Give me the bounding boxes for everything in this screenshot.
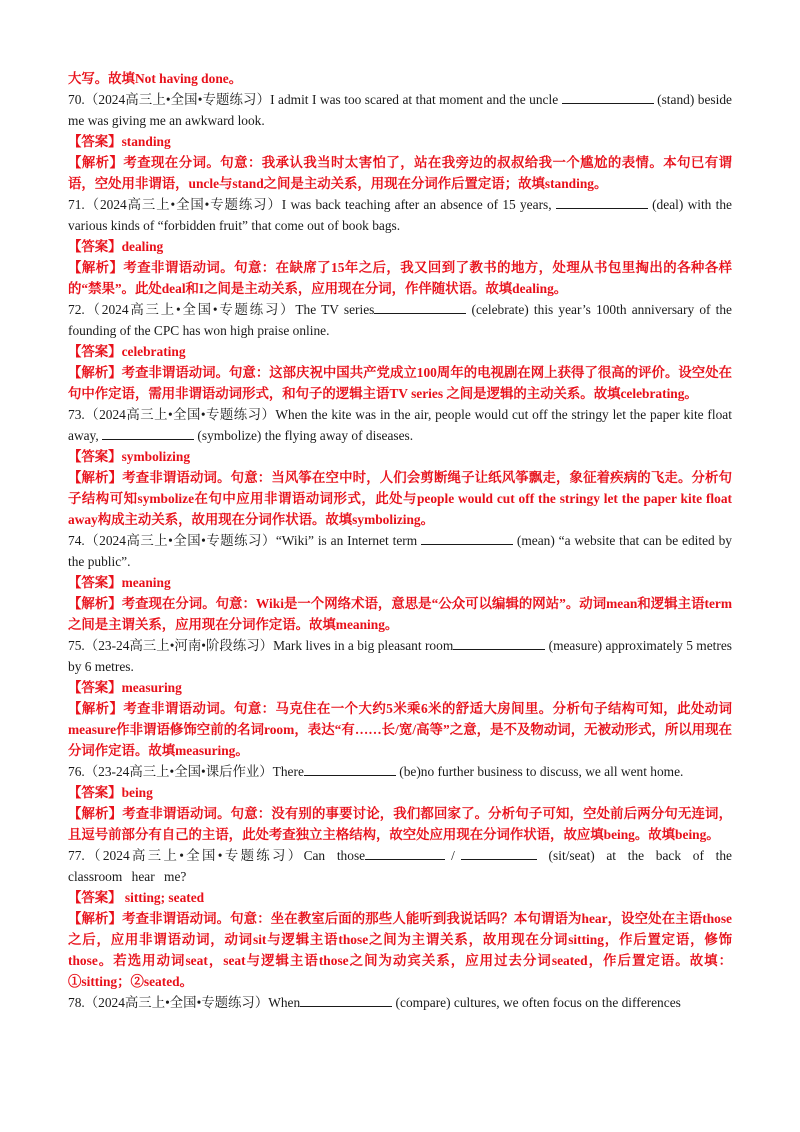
- question-stem: Mark lives in a big pleasant room: [273, 638, 454, 653]
- answer-blank[interactable]: [300, 992, 392, 1007]
- analysis-label: 【解析】: [68, 911, 123, 926]
- question-source: （2024高三上•全国•专题练习）: [84, 533, 276, 548]
- analysis-label: 【解析】: [68, 596, 122, 611]
- question-hint: (compare) cultures, we often focus on the differences: [392, 995, 681, 1010]
- question-source: （2024高三上•全国•专题练习）: [84, 407, 276, 422]
- question-number: 74.: [68, 533, 85, 548]
- question-text: [68, 845, 732, 887]
- question-stem: When the kite was in the air, people would cut off the stringy let the paper kite float away,: [68, 407, 732, 443]
- question-block: [68, 761, 732, 845]
- question-number: 77.: [68, 848, 85, 863]
- question-number: 78.: [68, 995, 85, 1010]
- question-block: [68, 845, 732, 992]
- answer-line: [68, 446, 732, 467]
- analysis-text: 考查非谓语动词。句意：当风筝在空中时，人们会剪断绳子让纸风筝飘走，象征着疾病的飞走。分析句子结构可知symbolize在句中应用非谓语动词形式，此处与people would cut off the stringy let the paper kite float away构成主动关系，故用现在分词作状语。故填symbolizing。: [68, 470, 732, 527]
- question-stem: I admit I was too scared at that moment and the uncle: [270, 92, 562, 107]
- question-number: 70.: [68, 92, 85, 107]
- question-source: （2024高三上•全国•专题练习）: [84, 302, 296, 317]
- question-stem: “Wiki” is an Internet term: [275, 533, 422, 548]
- answer-blank[interactable]: [453, 635, 545, 650]
- analysis-line: [68, 908, 732, 992]
- question-text: [68, 761, 732, 782]
- answer-value: measuring: [121, 680, 182, 695]
- question-hint: (be)no further business to discuss, we all went home.: [395, 764, 684, 779]
- analysis-line: [68, 152, 732, 194]
- answer-blank[interactable]: [374, 299, 466, 314]
- analysis-label: 【解析】: [68, 470, 123, 485]
- answer-label: 【答案】: [68, 134, 122, 149]
- question-block: [68, 404, 732, 530]
- analysis-text: 考查现在分词。句意：Wiki是一个网络术语，意思是“公众可以编辑的网站”。动词mean和逻辑主语term之间是主谓关系，应用现在分词作定语。故填meaning。: [68, 596, 732, 632]
- question-block: [68, 530, 732, 635]
- analysis-line: [68, 803, 732, 845]
- question-text: [68, 404, 732, 446]
- question-source: （2024高三上•全国•专题练习）: [84, 995, 269, 1010]
- question-number: 71.: [68, 197, 85, 212]
- answer-line: [68, 782, 732, 803]
- answer-label: 【答案】: [68, 575, 122, 590]
- question-stem: When: [268, 995, 301, 1010]
- answer-value: being: [121, 785, 153, 800]
- question-text: [68, 194, 732, 236]
- answer-value: symbolizing: [121, 449, 191, 464]
- answer-value: meaning: [121, 575, 171, 590]
- analysis-line: [68, 698, 732, 761]
- answer-value: celebrating: [121, 344, 186, 359]
- question-hint: (celebrate) this year’s 100th anniversary of the founding of the CPC has won high praise online.: [68, 302, 732, 338]
- question-text: [68, 530, 732, 572]
- question-hint: (mean) “a website that can be edited by the public”.: [68, 533, 732, 569]
- blank-separator: /: [451, 848, 455, 863]
- question-block: [68, 89, 732, 194]
- answer-blank[interactable]: [562, 89, 654, 104]
- answer-blank[interactable]: [421, 530, 513, 545]
- question-text: [68, 992, 732, 1013]
- question-number: 76.: [68, 764, 85, 779]
- answer-label: 【答案】: [68, 449, 122, 464]
- answer-blank-2[interactable]: [461, 845, 537, 860]
- analysis-text: 考查非谓语动词。句意：没有别的事要讨论，我们都回家了。分析句子可知，空处前后两分句无连词，且逗号前部分有自己的主语，此处考查独立主格结构，故空处应用现在分词作状语，故应填being。故填being。: [68, 806, 732, 842]
- answer-line: [68, 887, 732, 908]
- question-source: （23-24高三上•全国•课后作业）: [84, 764, 273, 779]
- answer-line: [68, 236, 732, 257]
- document-page: [68, 68, 732, 1013]
- analysis-label: 【解析】: [68, 365, 122, 380]
- question-text: [68, 635, 732, 677]
- question-number: 72.: [68, 302, 85, 317]
- answer-blank[interactable]: [556, 194, 648, 209]
- question-block: [68, 635, 732, 761]
- answer-blank[interactable]: [304, 761, 396, 776]
- analysis-text: 考查非谓语动词。句意：坐在教室后面的那些人能听到我说话吗？本句谓语为hear，设空处在主语those之后，应用非谓语动词，动词sit与逻辑主语those之间为主谓关系，故用现在分词sitting，作后置定语，修饰those。若选用动词seat，seat与逻辑主语those之间为动宾关系，应用过去分词seated，作后置定语。故填：①sitting；②seated。: [68, 911, 732, 989]
- analysis-label: 【解析】: [68, 260, 124, 275]
- intro-line: 大写。故填Not having done。: [68, 71, 243, 86]
- analysis-text: 考查非谓语动词。句意：马克住在一个大约5米乘6米的舒适大房间里。分析句子结构可知，此处动词measure作非谓语修饰空前的名词room，表达“有……长/宽/高等”之意，是不及物动词，无被动形式，所以用现在分词作定语。故填measuring。: [68, 701, 733, 758]
- question-hint: (measure) approximately 5 metres by 6 metres.: [68, 638, 732, 674]
- question-source: （2024高三上•全国•专题练习）: [84, 197, 282, 212]
- question-number: 73.: [68, 407, 85, 422]
- question-hint: (stand) beside me was giving me an awkward look.: [68, 92, 732, 128]
- answer-label: 【答案】: [68, 785, 122, 800]
- answer-label: 【答案】: [68, 680, 122, 695]
- analysis-line: [68, 467, 732, 530]
- answer-value: sitting; seated: [121, 890, 205, 905]
- question-block: [68, 299, 732, 404]
- analysis-line: [68, 362, 732, 404]
- question-hint: (symbolize) the flying away of diseases.: [194, 428, 414, 443]
- answer-line: [68, 341, 732, 362]
- analysis-line: [68, 593, 732, 635]
- answer-label: 【答案】: [68, 239, 122, 254]
- question-source: （2024高三上•全国•专题练习）: [84, 848, 304, 863]
- analysis-line: [68, 257, 732, 299]
- answer-blank[interactable]: [102, 425, 194, 440]
- question-source: （23-24高三上•河南•阶段练习）: [84, 638, 274, 653]
- question-text: [68, 299, 732, 341]
- analysis-label: 【解析】: [68, 701, 124, 716]
- answer-value: dealing: [121, 239, 164, 254]
- question-text: [68, 89, 732, 131]
- question-stem: I was back teaching after an absence of 15 years,: [281, 197, 556, 212]
- answer-line: [68, 572, 732, 593]
- question-number: 75.: [68, 638, 85, 653]
- answer-line: [68, 131, 732, 152]
- question-hint: (sit/seat) at the back of the classroom hear me?: [68, 848, 732, 884]
- analysis-label: 【解析】: [68, 155, 124, 170]
- question-hint: (deal) with the various kinds of “forbidden fruit” that come out of book bags.: [68, 197, 732, 233]
- analysis-label: 【解析】: [68, 806, 123, 821]
- question-block: [68, 194, 732, 299]
- question-stem: The TV series: [295, 302, 375, 317]
- question-block: [68, 992, 732, 1013]
- analysis-text: 考查非谓语动词。句意：在缺席了15年之后，我又回到了教书的地方，处理从书包里掏出的各种各样的“禁果”。此处deal和I之间是主动关系，应用现在分词，作伴随状语。故填dealing。: [68, 260, 733, 296]
- analysis-text: 考查现在分词。句意：我承认我当时太害怕了，站在我旁边的叔叔给我一个尴尬的表情。本句已有谓语，空处用非谓语，uncle与stand之间是主动关系，用现在分词作后置定语；故填standing。: [68, 155, 733, 191]
- answer-label: 【答案】: [68, 344, 122, 359]
- question-stem: There: [272, 764, 304, 779]
- question-source: （2024高三上•全国•专题练习）: [84, 92, 271, 107]
- answer-value: standing: [121, 134, 171, 149]
- answer-label: 【答案】: [68, 890, 122, 905]
- answer-blank-1[interactable]: [365, 845, 445, 860]
- analysis-text: 考查非谓语动词。句意：这部庆祝中国共产党成立100周年的电视剧在网上获得了很高的评价。设空处在句中作定语，需用非谓语动词形式，和句子的逻辑主语TV series 之间是逻辑的主动关系。故填celebrating。: [68, 365, 733, 401]
- answer-line: [68, 677, 732, 698]
- question-stem: Can those: [303, 848, 366, 863]
